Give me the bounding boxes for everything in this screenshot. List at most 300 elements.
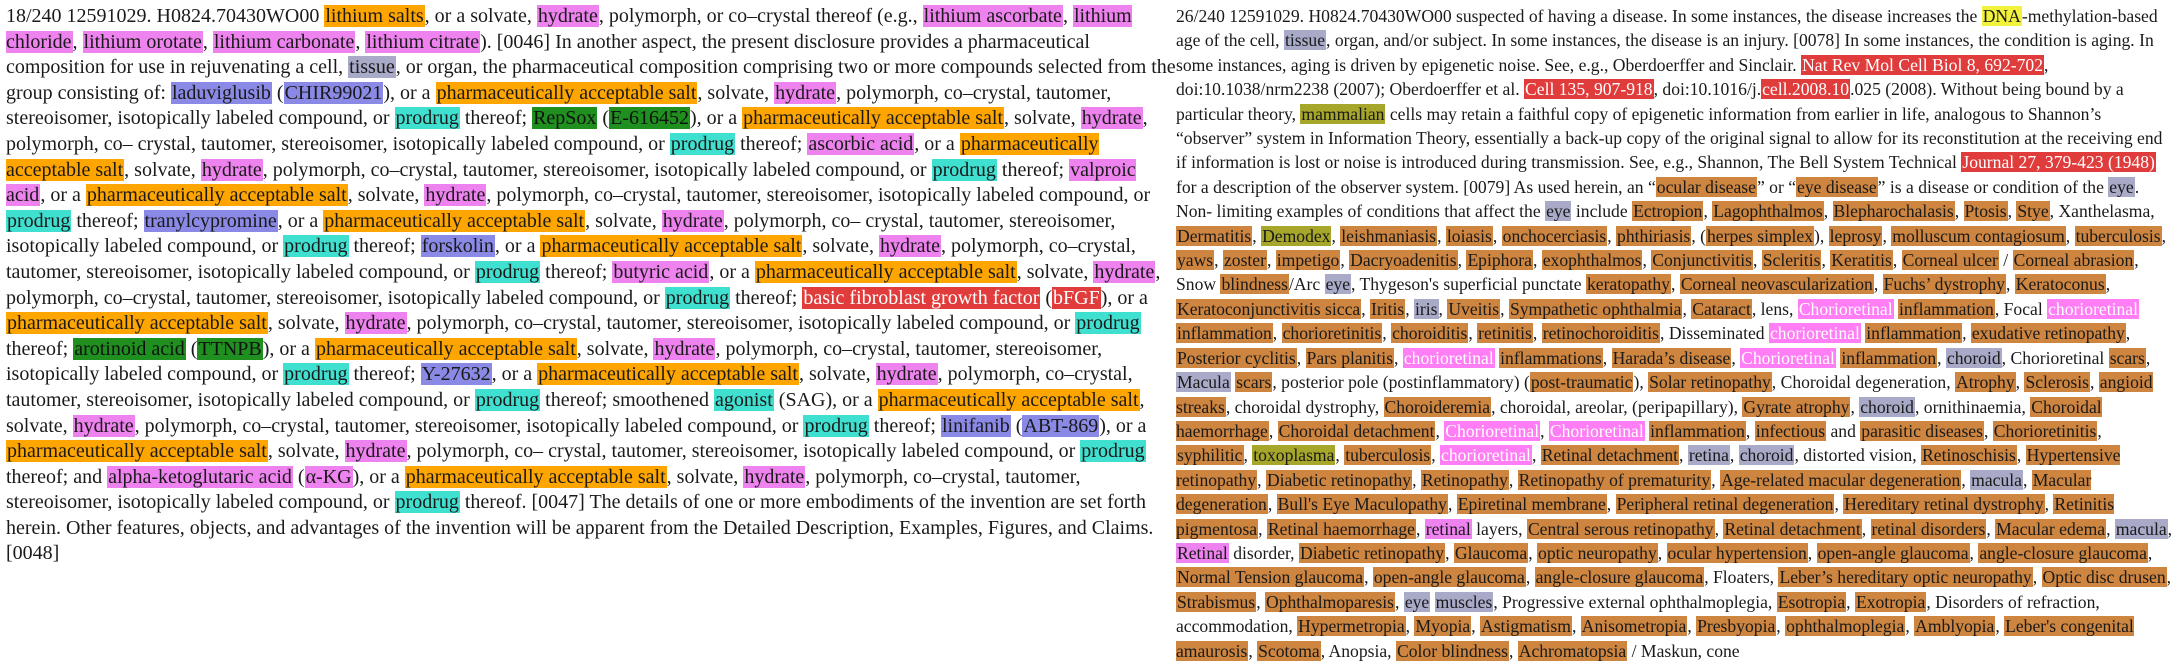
text-run: , bbox=[2022, 469, 2032, 490]
highlighted-term: pharmaceutically acceptable salt bbox=[878, 388, 1139, 411]
highlighted-term: angioid streaks bbox=[1176, 372, 2153, 417]
highlighted-term: Atrophy bbox=[1956, 372, 2015, 393]
text-run: , solvate, bbox=[666, 465, 744, 488]
text-run: , polymorph, co–crystal, tautomer, stereoisomer, isotopically labeled compound, or bbox=[6, 260, 1161, 309]
text-run: , bbox=[1850, 396, 1860, 417]
text-run: , organ, and/or subject. In some instances, the disease is an injury. [0078] In some instances, the condition is aging. In some instances, aging is driven by epigenetic noise. See, e.g., Oberdoerffer and Sinclair. bbox=[1176, 30, 2154, 75]
highlighted-term: Nat Rev Mol Cell Biol 8, 692-702 bbox=[1802, 54, 2043, 75]
highlighted-term: pharmaceutically acceptable salt bbox=[86, 184, 347, 207]
highlighted-term: Cell 135, 907-918 bbox=[1525, 79, 1653, 100]
highlighted-term: Dacryoadenitis bbox=[1350, 250, 1457, 271]
text-run: , polymorph, co–crystal, tautomer, stereoisomer, isotopically labeled compound, or bbox=[406, 312, 1076, 335]
highlighted-term: keratopathy bbox=[1586, 274, 1671, 295]
highlighted-term: inflammation bbox=[1899, 298, 1994, 319]
highlighted-term: RepSox bbox=[533, 107, 597, 130]
highlighted-term: hydrate bbox=[744, 465, 805, 488]
text-run: , bbox=[1892, 250, 1902, 271]
highlighted-term: linifanib bbox=[941, 414, 1010, 437]
text-run: thereof; bbox=[348, 235, 421, 258]
highlighted-term: prodrug bbox=[284, 235, 348, 258]
text-run: , polymorph, co–crystal, tautomer, stereoisomer, isotopically labeled compound, or bbox=[6, 337, 1103, 386]
text-run: , posterior pole (postinflammatory) ( bbox=[1272, 372, 1530, 393]
text-run: , polymorph, co– crystal, tautomer, stereoisomer, isotopically labeled compound, or bbox=[406, 440, 1081, 463]
text-run: . Non- limiting examples of conditions that affect the bbox=[1176, 176, 2140, 222]
highlighted-term: eye disease bbox=[1797, 176, 1877, 197]
highlighted-term: chorioretinitis bbox=[1282, 323, 1382, 344]
highlighted-term: Sclerosis bbox=[2025, 372, 2089, 393]
highlighted-term: Macular edema bbox=[1996, 518, 2106, 539]
highlighted-term: Presbyopia bbox=[1697, 616, 1776, 637]
text-run: , solvate, bbox=[1004, 107, 1081, 130]
highlighted-term: inflammation bbox=[1177, 323, 1272, 344]
highlighted-term: prodrug bbox=[284, 363, 348, 386]
text-run: 26/240 12591029. H0824.70430WO00 suspected of having a disease. In some instances, the disease increases the bbox=[1176, 6, 1982, 26]
text-run: , bbox=[2105, 274, 2111, 295]
left-document-page bbox=[6, 4, 1176, 590]
highlighted-term: chorioretinal bbox=[1441, 445, 1531, 466]
highlighted-term: leishmaniasis bbox=[1341, 225, 1437, 246]
text-run: , lens, bbox=[1751, 298, 1798, 319]
highlighted-term: prodrug bbox=[665, 286, 730, 309]
text-run: , bbox=[2125, 323, 2131, 344]
highlighted-term: TTNPB bbox=[198, 337, 262, 360]
highlighted-term: Scleritis bbox=[1762, 250, 1821, 271]
highlighted-term: hydrate bbox=[1094, 260, 1155, 283]
highlighted-term: scars bbox=[2109, 347, 2145, 368]
text-run: thereof; bbox=[459, 107, 533, 130]
highlighted-term: prodrug bbox=[1081, 440, 1145, 463]
highlighted-term: tissue bbox=[349, 56, 395, 79]
text-run: , solvate, bbox=[697, 81, 775, 104]
highlighted-term: retinitis bbox=[1478, 323, 1532, 344]
highlighted-term: Chorioretinal bbox=[1445, 420, 1540, 441]
highlighted-term: pharmaceutically acceptable salt bbox=[436, 81, 697, 104]
highlighted-term: hydrate bbox=[879, 235, 940, 258]
text-run: , solvate, bbox=[1016, 260, 1094, 283]
text-run: , solvate, bbox=[267, 440, 345, 463]
text-run: disorder, bbox=[1228, 542, 1299, 563]
text-run: , polymorph, co–crystal, tautomer, stereoisomer, isotopically labeled compound, or bbox=[6, 81, 1112, 130]
highlighted-term: Glaucoma bbox=[1454, 542, 1528, 563]
highlighted-term: Exotropia bbox=[1855, 591, 1926, 612]
text-run: , polymorph, or co–crystal thereof (e.g., bbox=[598, 5, 923, 27]
highlighted-term: Corneal neovascularization bbox=[1680, 274, 1873, 295]
highlighted-term: tranylcypromine bbox=[144, 209, 277, 232]
text-run: , or organ, the pharmaceutical composition comprising two or more compounds selected from the group consisting of: bbox=[6, 56, 1176, 104]
highlighted-term: Journal 27, 379-423 (1948) bbox=[1962, 152, 2155, 173]
text-run: , bbox=[1331, 225, 1341, 246]
text-run: / bbox=[1998, 250, 2013, 271]
highlighted-term: open-angle glaucoma bbox=[1817, 542, 1969, 563]
text-run: , bbox=[1821, 250, 1831, 271]
text-run: , Xanthelasma, bbox=[2049, 201, 2155, 222]
text-run: , or a bbox=[277, 209, 324, 232]
text-run: , bbox=[1412, 469, 1421, 490]
text-run: , Disorders of refraction, accommodation, bbox=[1176, 591, 2100, 637]
text-run: , bbox=[1437, 225, 1446, 246]
highlighted-term: lithium chloride bbox=[6, 5, 1132, 53]
text-run: , bbox=[2005, 274, 2015, 295]
highlighted-term: Posterior cyclitis bbox=[1177, 347, 1296, 368]
highlighted-term: herpes simplex bbox=[1706, 225, 1814, 246]
highlighted-term: Optic disc drusen bbox=[2042, 567, 2166, 588]
highlighted-term: impetigo bbox=[1276, 250, 1340, 271]
highlighted-term: Peripheral retinal degeneration bbox=[1616, 494, 1834, 515]
highlighted-term: Y-27632 bbox=[421, 363, 491, 386]
text-run: , bbox=[1335, 445, 1345, 466]
highlighted-term: retina bbox=[1688, 445, 1729, 466]
highlighted-term: Macular degeneration bbox=[1176, 469, 2092, 515]
highlighted-term: pharmaceutically acceptable salt bbox=[6, 132, 1099, 181]
highlighted-term: agonist bbox=[715, 388, 773, 411]
highlighted-term: prodrug bbox=[7, 209, 71, 232]
text-run: , solvate, bbox=[267, 312, 345, 335]
text-run: , bbox=[1500, 298, 1509, 319]
text-run: , polymorph, co– crystal, tautomer, stereoisomer, isotopically labeled compound, or bbox=[6, 209, 1116, 258]
text-run: , bbox=[1468, 323, 1478, 344]
text-run: , bbox=[1571, 616, 1581, 637]
highlighted-term: hydrate bbox=[345, 312, 406, 335]
highlighted-term: alpha-ketoglutaric acid bbox=[108, 465, 292, 488]
text-run: , doi:10.1038/nrm2238 (2007); Oberdoerffer et al. bbox=[1176, 54, 2049, 100]
highlighted-term: molluscum contagiosum bbox=[1892, 225, 2065, 246]
highlighted-term: Corneal abrasion bbox=[2013, 250, 2134, 271]
text-run: , bbox=[1531, 445, 1541, 466]
text-run: , Focal bbox=[1994, 298, 2048, 319]
highlighted-term: pharmaceutically acceptable salt bbox=[755, 260, 1016, 283]
text-run: , or a bbox=[491, 363, 538, 386]
highlighted-term: Hereditary retinal dystrophy bbox=[1844, 494, 2044, 515]
text-run: , bbox=[1243, 445, 1253, 466]
text-run bbox=[1430, 592, 1434, 612]
text-run: , bbox=[1525, 567, 1535, 588]
text-run: ” or “ bbox=[1756, 176, 1797, 197]
highlighted-term: Strabismus bbox=[1177, 591, 1256, 612]
text-run: , bbox=[1361, 298, 1371, 319]
text-run: , choroidal, areolar, (peripapillary), bbox=[1491, 396, 1743, 417]
text-run: .025 (2008). Without being bound by a particular theory, bbox=[1176, 79, 2124, 124]
highlighted-term: Achromatopsia bbox=[1518, 640, 1627, 661]
text-run: thereof. [0047] The details of one or more embodiments of the invention are set forth herein. Other features, objects, and advantages of the invention will be apparent from the Detailed Description, Examples, Figures, and Claims. [0048] bbox=[6, 491, 1154, 565]
text-run: , or a bbox=[709, 260, 755, 283]
highlighted-term: Keratoconus bbox=[2015, 274, 2105, 295]
text-run: ( bbox=[597, 107, 610, 130]
text-run: , bbox=[1266, 250, 1276, 271]
text-run: , bbox=[1532, 250, 1542, 271]
highlighted-term: hydrate bbox=[345, 440, 406, 463]
text-run: , bbox=[1405, 298, 1415, 319]
text-run: , bbox=[2167, 518, 2173, 539]
highlighted-term: ocular disease bbox=[1656, 176, 1756, 197]
text-run: , bbox=[1382, 323, 1392, 344]
text-run: , bbox=[1405, 616, 1415, 637]
highlighted-term: Retinoschisis bbox=[1922, 445, 2016, 466]
highlighted-term: lithium ascorbate bbox=[923, 5, 1062, 27]
text-run: , bbox=[1606, 494, 1616, 515]
highlighted-term: CHIR99021 bbox=[284, 81, 383, 104]
text-run: , bbox=[1711, 469, 1720, 490]
text-run: , bbox=[1905, 616, 1915, 637]
text-run: , bbox=[1983, 420, 1993, 441]
text-run: , bbox=[1607, 225, 1617, 246]
text-run: , polymorph, co–crystal, tautomer, stereoisomer, isotopically labeled compound, or bbox=[6, 465, 1081, 514]
highlighted-term: zoster bbox=[1223, 250, 1266, 271]
highlighted-term: cell.2008.10 bbox=[1762, 79, 1850, 100]
text-run: , bbox=[1252, 225, 1262, 246]
text-run: , bbox=[1256, 591, 1265, 612]
text-run: (SAG), or a bbox=[773, 388, 878, 411]
text-run: , bbox=[2032, 567, 2042, 588]
highlighted-term: phthiriasis bbox=[1617, 225, 1691, 246]
highlighted-term: bFGF bbox=[1053, 286, 1100, 309]
highlighted-term: Epiretinal membrane bbox=[1457, 494, 1606, 515]
highlighted-term: muscles bbox=[1435, 591, 1493, 612]
text-run: , bbox=[1954, 201, 1964, 222]
highlighted-term: Anisometropia bbox=[1581, 616, 1687, 637]
text-run: , bbox=[1731, 347, 1741, 368]
highlighted-term: E-616452 bbox=[610, 107, 689, 130]
text-run: , bbox=[1435, 420, 1445, 441]
highlighted-term: hydrate bbox=[73, 414, 134, 437]
highlighted-term: ascorbic acid bbox=[808, 132, 914, 155]
text-run: , bbox=[1257, 469, 1266, 490]
highlighted-term: DNA bbox=[1982, 6, 2021, 26]
text-run: , bbox=[1657, 542, 1667, 563]
text-run: , bbox=[1682, 298, 1692, 319]
text-run: , bbox=[1532, 323, 1542, 344]
highlighted-term: Keratoconjunctivitis sicca bbox=[1177, 298, 1361, 319]
text-run: ), bbox=[1633, 372, 1649, 393]
text-run: , bbox=[2161, 225, 2167, 246]
highlighted-term: Uveitis bbox=[1448, 298, 1500, 319]
text-run: , polymorph, co–crystal, tautomer, stereoisomer, isotopically labeled compound, or bbox=[6, 235, 1136, 283]
highlighted-term: Harada’s disease bbox=[1612, 347, 1731, 368]
highlighted-term: inflammations bbox=[1500, 347, 1602, 368]
highlighted-term: eye bbox=[1404, 591, 1430, 612]
highlighted-term: Choroidal haemorrhage bbox=[1176, 396, 2102, 441]
text-run: , bbox=[1471, 616, 1480, 637]
text-run: ( bbox=[1010, 414, 1023, 437]
highlighted-term: Chorioretinal bbox=[1798, 298, 1893, 319]
highlighted-term: pharmaceutically acceptable salt bbox=[7, 312, 267, 335]
highlighted-term: lithium salts bbox=[325, 5, 424, 27]
highlighted-term: pharmaceutically acceptable salt bbox=[7, 440, 267, 463]
text-run: ). [0046] In another aspect, the present disclosure provides a pharmaceutical composition for use in rejuvenating a cell, bbox=[6, 30, 1090, 79]
text-run: ), bbox=[1814, 225, 1829, 246]
highlighted-term: lithium citrate bbox=[366, 30, 480, 53]
text-run: , bbox=[1364, 567, 1373, 588]
highlighted-term: Solar retinopathy bbox=[1649, 372, 1771, 393]
highlighted-term: hydrate bbox=[537, 5, 598, 27]
text-run: , Choroidal degeneration, bbox=[1771, 372, 1956, 393]
highlighted-term: Ophthalmoparesis bbox=[1266, 591, 1395, 612]
text-run: , Thygeson's superficial punctate bbox=[1351, 274, 1586, 295]
text-run: ), or a bbox=[262, 337, 315, 360]
text-run: , bbox=[1745, 420, 1755, 441]
highlighted-term: Astigmatism bbox=[1481, 616, 1571, 637]
highlighted-term: Esotropia bbox=[1777, 591, 1846, 612]
text-run: , bbox=[1969, 542, 1979, 563]
highlighted-term: macula bbox=[1971, 469, 2022, 490]
highlighted-term: hydrate bbox=[662, 209, 723, 232]
highlighted-term: Epiphora bbox=[1467, 250, 1532, 271]
text-run: , bbox=[1752, 250, 1762, 271]
text-run: , bbox=[1807, 542, 1817, 563]
text-run: , bbox=[355, 30, 366, 53]
text-run: , bbox=[1882, 225, 1892, 246]
highlighted-term: Normal Tension glaucoma bbox=[1177, 567, 1364, 588]
highlighted-term: optic neuropathy bbox=[1538, 542, 1657, 563]
highlighted-term: Hypermetropia bbox=[1298, 616, 1405, 637]
highlighted-term: ophthalmoplegia bbox=[1786, 616, 1905, 637]
highlighted-term: pharmaceutically acceptable salt bbox=[743, 107, 1004, 130]
text-run: , bbox=[2097, 420, 2102, 441]
highlighted-term: hydrate bbox=[201, 158, 262, 181]
highlighted-term: choroid bbox=[1739, 445, 1794, 466]
highlighted-term: Retinal detachment bbox=[1724, 518, 1861, 539]
text-run: , bbox=[1447, 494, 1457, 515]
highlighted-term: prodrug bbox=[1076, 312, 1140, 335]
text-run: layers, bbox=[1471, 518, 1527, 539]
highlighted-term: Iritis bbox=[1371, 298, 1405, 319]
highlighted-term: infectious bbox=[1755, 420, 1826, 441]
text-run: , bbox=[1267, 494, 1277, 515]
text-run: thereof; smoothened bbox=[540, 388, 714, 411]
text-run: , solvate, bbox=[802, 235, 879, 258]
text-run: ( bbox=[292, 465, 305, 488]
text-run: , bbox=[1062, 5, 1073, 27]
text-run: , bbox=[1508, 640, 1518, 661]
highlighted-term: Retinopathy bbox=[1421, 469, 1508, 490]
highlighted-term: prodrug bbox=[670, 132, 735, 155]
highlighted-term: post-traumatic bbox=[1530, 372, 1633, 393]
highlighted-term: hydrate bbox=[1081, 107, 1142, 130]
text-run: , bbox=[1492, 225, 1502, 246]
highlighted-term: chorioretinal bbox=[1403, 347, 1494, 368]
highlighted-term: choroid bbox=[1946, 347, 2001, 368]
text-run: , bbox=[1394, 347, 1403, 368]
text-run: , polymorph, co–crystal, tautomer, stereoisomer, isotopically labeled compound, or bbox=[6, 363, 1133, 411]
highlighted-term: Central serous retinopathy bbox=[1527, 518, 1714, 539]
text-run: ), or a bbox=[689, 107, 743, 130]
text-run: , polymorph, co–crystal, tautomer, stereoisomer, isotopically labeled compound, or bbox=[134, 414, 804, 437]
text-run: , solvate, bbox=[585, 209, 662, 232]
highlighted-term: Blepharochalasis bbox=[1833, 201, 1954, 222]
text-run: thereof; bbox=[540, 260, 613, 283]
text-run: thereof; and bbox=[6, 465, 108, 488]
highlighted-term: loiasis bbox=[1446, 225, 1492, 246]
highlighted-term: Retinal detachment bbox=[1541, 445, 1679, 466]
text-run: ” is a disease or condition of the bbox=[1877, 176, 2109, 197]
highlighted-term: lithium carbonate bbox=[213, 30, 355, 53]
highlighted-term: Keratitis bbox=[1831, 250, 1892, 271]
highlighted-term: tissue bbox=[1284, 30, 1326, 51]
text-run: , Progressive external ophthalmoplegia, bbox=[1493, 591, 1777, 612]
highlighted-term: prodrug bbox=[475, 260, 540, 283]
highlighted-term: blindness bbox=[1221, 274, 1288, 295]
text-run: , bbox=[1272, 323, 1282, 344]
text-run: , ornithinaemia, bbox=[1914, 396, 2031, 417]
highlighted-term: Ptosis bbox=[1964, 201, 2007, 222]
highlighted-term: butyric acid bbox=[613, 260, 709, 283]
highlighted-term: chorioretinal bbox=[1769, 323, 1860, 344]
highlighted-term: Macula bbox=[1177, 372, 1230, 393]
text-run: , or a bbox=[914, 132, 960, 155]
highlighted-term: Diabetic retinopathy bbox=[1299, 542, 1445, 563]
highlighted-term: Bull's Eye Maculopathy bbox=[1277, 494, 1447, 515]
text-run: , bbox=[1687, 616, 1697, 637]
text-run: , bbox=[1986, 518, 1996, 539]
highlighted-term: hydrate bbox=[775, 81, 836, 104]
text-run: , bbox=[1248, 640, 1258, 661]
highlighted-term: prodrug bbox=[395, 107, 459, 130]
highlighted-term: iris bbox=[1415, 298, 1438, 319]
text-run: include bbox=[1571, 201, 1633, 222]
text-run: , bbox=[1703, 201, 1713, 222]
text-run: , solvate, bbox=[6, 388, 1145, 437]
text-run: , bbox=[2106, 518, 2115, 539]
highlighted-term: onchocerciasis bbox=[1502, 225, 1607, 246]
text-run: , bbox=[1823, 201, 1833, 222]
highlighted-term: choroiditis bbox=[1392, 323, 1468, 344]
text-run: , bbox=[1395, 591, 1404, 612]
text-run: and bbox=[1826, 420, 1861, 441]
highlighted-term: Corneal ulcer bbox=[1902, 250, 1998, 271]
text-run: ), or a bbox=[1100, 286, 1148, 309]
text-run: , bbox=[1995, 616, 2005, 637]
text-run: , ( bbox=[1691, 225, 1706, 246]
text-run: , polymorph, co–crystal, tautomer, stereoisomer, isotopically labeled compound, or bbox=[262, 158, 932, 181]
text-run: , bbox=[2089, 372, 2099, 393]
text-run: , solvate, bbox=[576, 337, 654, 360]
highlighted-term: hydrate bbox=[876, 363, 937, 386]
text-run: , polymorph, co– crystal, tautomer, stereoisomer, isotopically labeled compound, or bbox=[6, 107, 1148, 155]
highlighted-term: Leber's congenital amaurosis bbox=[1176, 616, 2134, 661]
text-run: thereof; bbox=[730, 286, 803, 309]
text-run: thereof; bbox=[996, 158, 1070, 181]
highlighted-term: parasitic diseases bbox=[1861, 420, 1983, 441]
text-run: , bbox=[1528, 542, 1538, 563]
highlighted-term: Diabetic retinopathy bbox=[1266, 469, 1412, 490]
text-run: , bbox=[2166, 567, 2172, 588]
highlighted-term: forskolin bbox=[421, 235, 494, 258]
highlighted-term: angle-closure glaucoma bbox=[1535, 567, 1704, 588]
text-run: , bbox=[1268, 420, 1278, 441]
highlighted-term: Leber’s hereditary optic neuropathy bbox=[1779, 567, 2032, 588]
highlighted-term: valproic acid bbox=[6, 158, 1136, 207]
highlighted-term: Choroideremia bbox=[1384, 396, 1491, 417]
text-run: , bbox=[202, 30, 213, 53]
highlighted-term: prodrug bbox=[475, 388, 540, 411]
text-run: , bbox=[1679, 445, 1688, 466]
text-run: , bbox=[1834, 494, 1844, 515]
highlighted-term: prodrug bbox=[932, 158, 996, 181]
text-run: , bbox=[2044, 494, 2054, 515]
text-run: ), or a bbox=[1099, 414, 1147, 437]
highlighted-term: exophthalmos bbox=[1542, 250, 1642, 271]
text-run: thereof; bbox=[71, 209, 144, 232]
text-run: ), or a bbox=[383, 81, 436, 104]
text-run: , bbox=[1937, 347, 1946, 368]
highlighted-term: hydrate bbox=[425, 184, 486, 207]
text-run: , bbox=[1714, 518, 1724, 539]
highlighted-term: Retinal haemorrhage bbox=[1267, 518, 1415, 539]
text-run: ), or a bbox=[352, 465, 405, 488]
highlighted-term: lithium orotate bbox=[83, 30, 202, 53]
text-run: , bbox=[1258, 518, 1267, 539]
highlighted-term: angle-closure glaucoma bbox=[1979, 542, 2147, 563]
text-run: , or a solvate, bbox=[424, 5, 537, 27]
